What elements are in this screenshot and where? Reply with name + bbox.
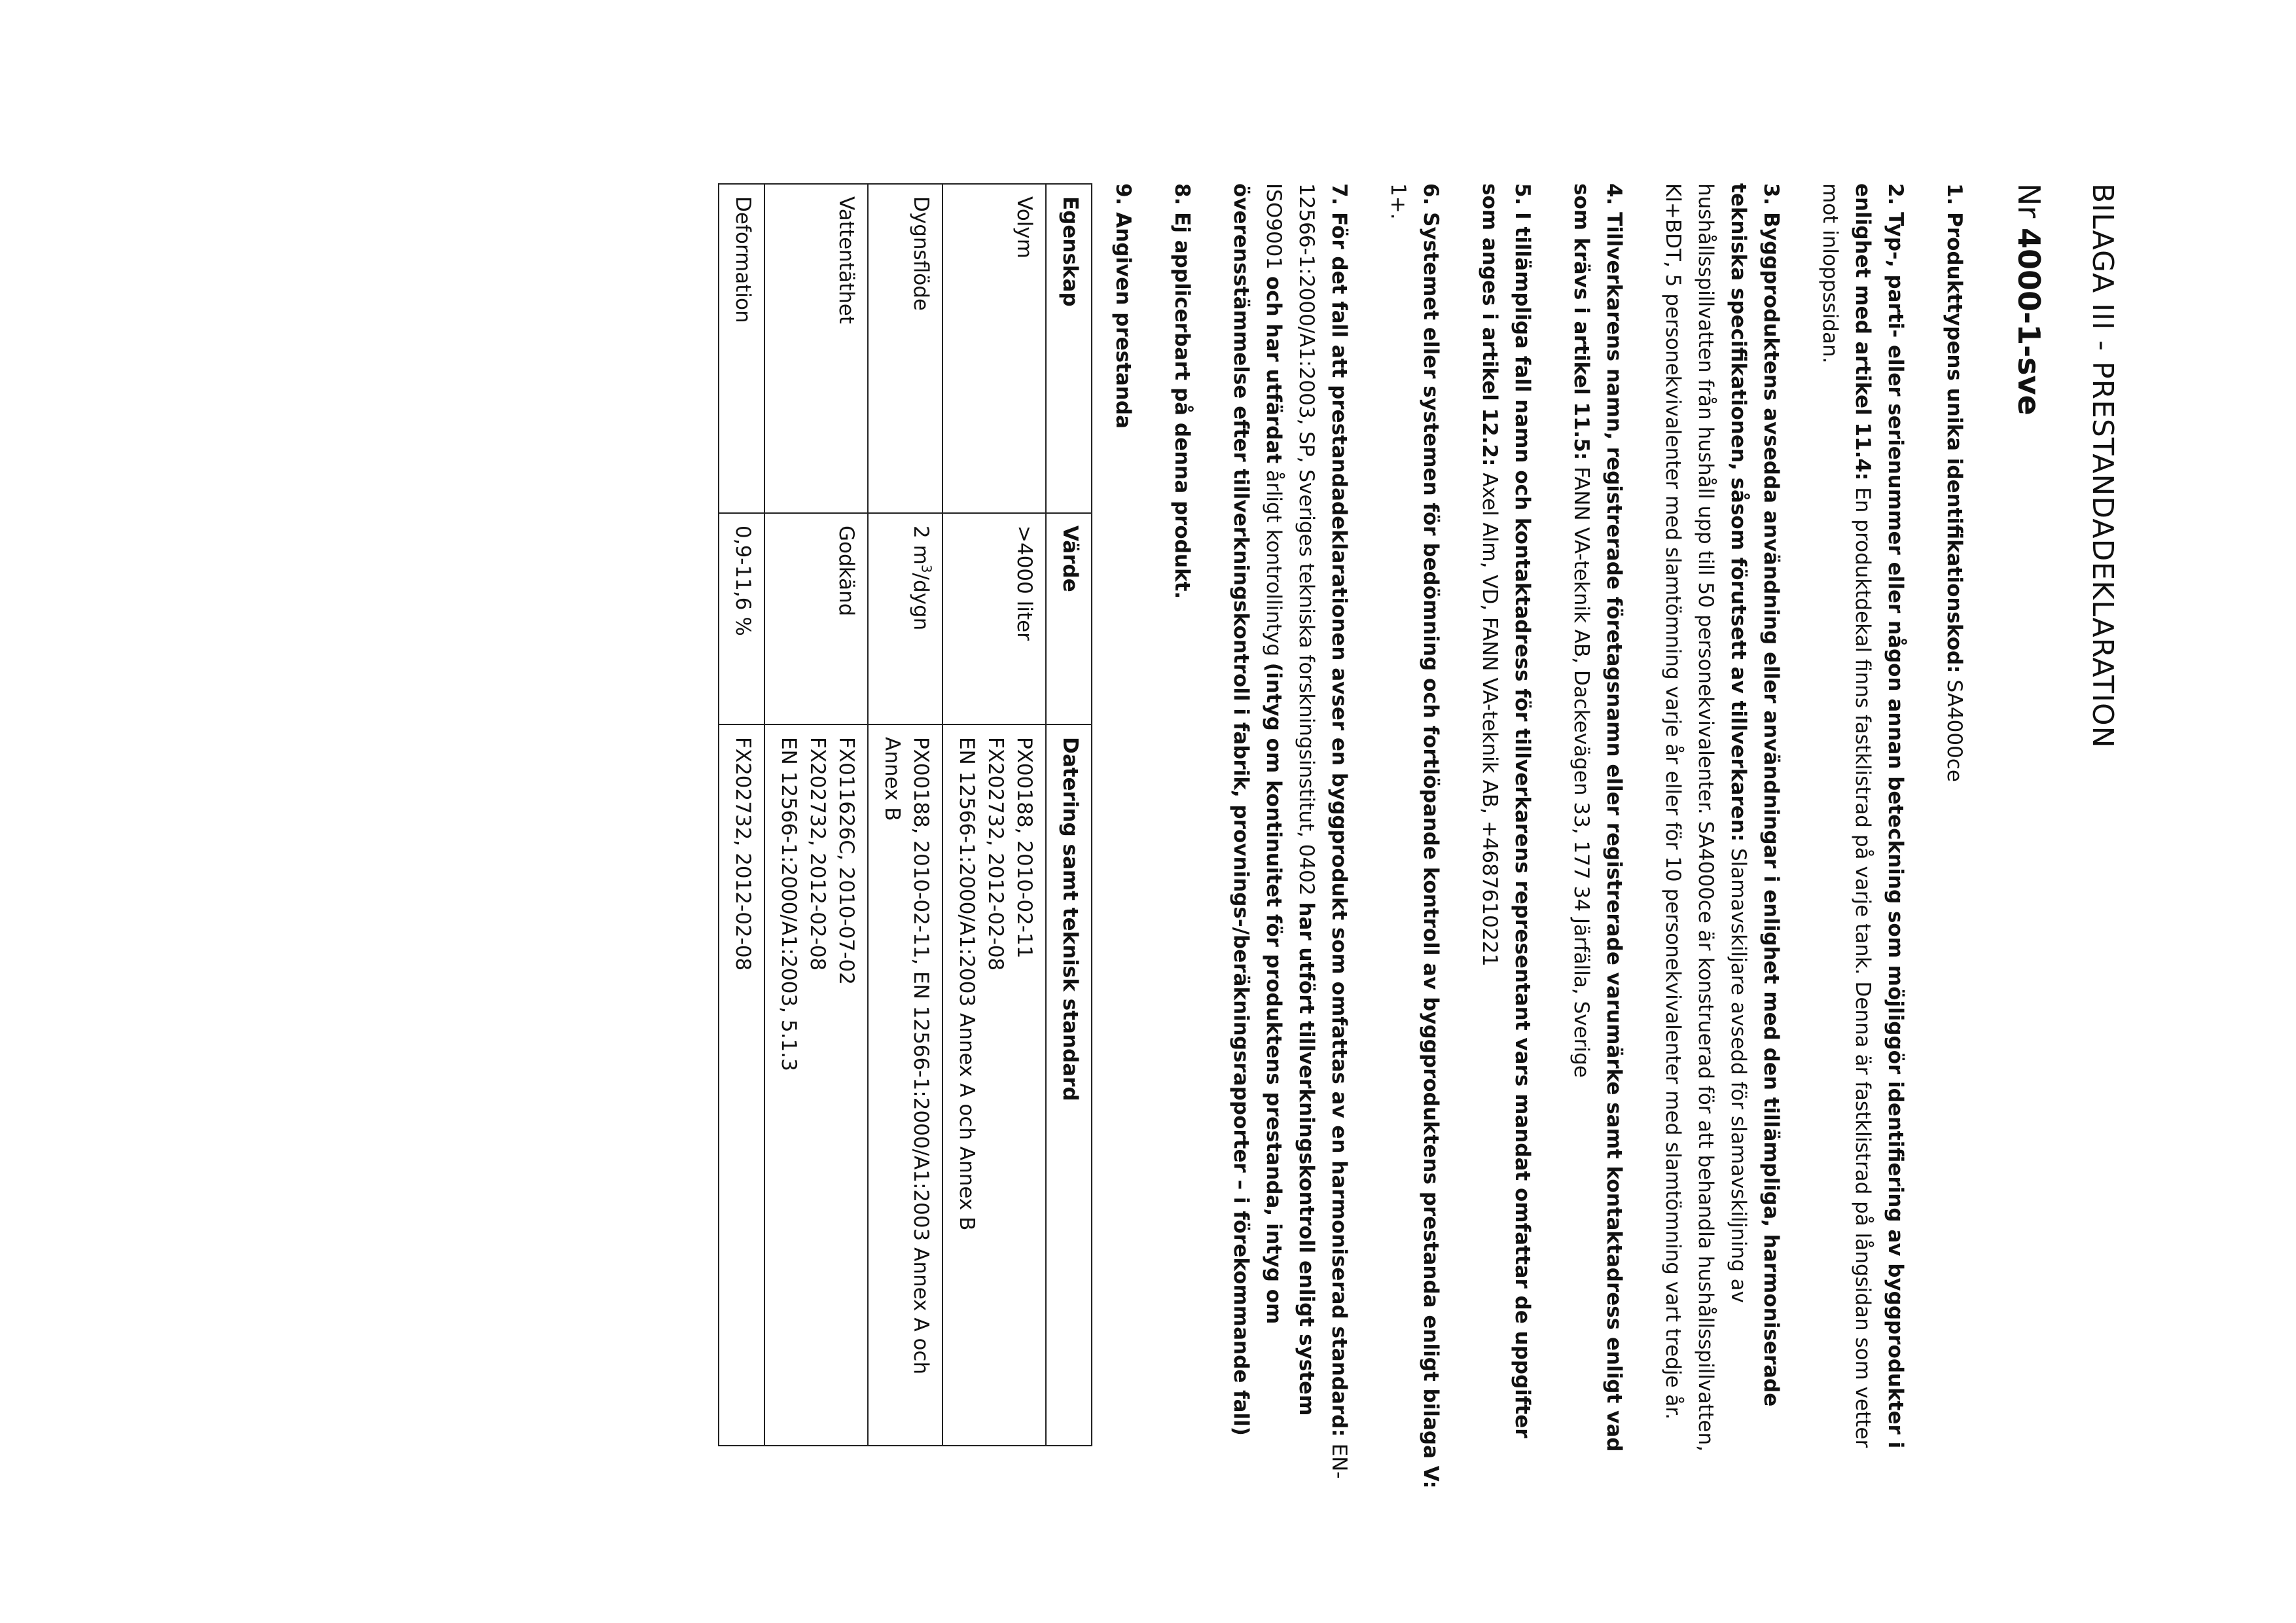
cell-value: Godkänd: [764, 513, 868, 724]
cell-value: 0,9-11,6 %: [719, 513, 764, 724]
table-header-row: [1046, 184, 1092, 1446]
section-1-text: SA4000ce: [1943, 679, 1966, 782]
section-7: [1225, 183, 1355, 1492]
section-7-certificate-text: årligt kontrollintyg: [1262, 469, 1285, 656]
header-property: Egenskap: [1046, 184, 1092, 513]
section-1: [1938, 183, 1971, 1492]
section-2-heading: 2. Typ-, parti- eller serienummer eller någon annan beteckning som möjliggör identifiering av byggprodukter i enlighet med artikel 11.4:: [1851, 183, 1907, 1449]
table-row: [719, 184, 764, 1446]
section-9-heading: 9. Angiven prestanda: [1111, 183, 1135, 429]
section-5-heading: 5. I tillämpliga fall namn och kontaktadress för tillverkarens representant vars mandat omfattar de uppgifter som anges i artikel 12.2:: [1478, 183, 1534, 1438]
section-6: [1382, 183, 1447, 1492]
value-main: 2 m: [909, 526, 933, 565]
performance-table: [718, 183, 1092, 1446]
section-3-heading: 3. Byggproduktens avsedda användning eller användningar i enlighet med den tillämpliga, harmoniserade tekniska specifikationen, såsom förutsett av tillverkaren:: [1727, 183, 1783, 1407]
cell-value: [868, 513, 942, 724]
section-2-text: En produktdekal finns fastklistrad på varje tank. Denna är fastklistrad på långsidan som vetter mot inloppssidan.: [1818, 183, 1874, 1448]
section-6-heading: 6. Systemet eller systemen för bedömning och fortlöpande kontroll av byggproduktens prestanda enligt bilaga V:: [1419, 183, 1443, 1489]
reference-line: FX011626C, 2010-07-02: [834, 737, 858, 985]
section-3-text: Slamavskiljare avsedd för slamavskiljning av hushållsspillvatten från hushåll upp till 50 personekvivalenter. SA4000ce är konstruerad för att behandla hushållsspillvatten, Kl+BDT, 5 personekvivalenter med slamtömning varje år eller för 10 personekvivalenter med slamtömning vart tredje år.: [1661, 183, 1750, 1452]
section-4: [1565, 183, 1630, 1492]
section-7-strong-text-3: (intyg om kontinuitet för produktens prestanda, intyg om överensstämmelse efter tillverkningskontroll i fabrik, provnings-/beräkningsrapporter – i förekommande fall): [1229, 183, 1285, 1436]
declaration-number: [2011, 183, 2047, 1492]
section-7-strong-text-1: har utfört tillverkningskontroll enligt system: [1295, 902, 1318, 1416]
section-8-heading: 8. Ej applicerbart på denna produkt.: [1170, 183, 1194, 599]
cell-standard: [719, 724, 764, 1446]
section-7-system-text: ISO9001: [1262, 183, 1285, 270]
cell-standard: [764, 724, 868, 1446]
section-5-text: Axel Alm, VD, FANN VA-teknik AB, +4687610221: [1478, 473, 1501, 967]
reference-line: PX00188, 2010-02-11, EN 12566-1:2000/A1:2003 Annex A och Annex B: [880, 737, 933, 1375]
section-2: [1814, 183, 1912, 1492]
header-standard: Datering samt teknisk standard: [1046, 724, 1092, 1446]
cell-property: Volym: [942, 184, 1046, 513]
declaration-number-prefix: Nr: [2011, 183, 2047, 219]
section-9: [1107, 183, 1139, 1492]
value-superscript: 3: [918, 564, 935, 573]
section-8: [1166, 183, 1198, 1492]
section-1-heading: 1. Produkttypens unika identifikationskod:: [1943, 183, 1966, 673]
table-row: [942, 184, 1046, 1446]
reference-line: EN 12566-1:2000/A1:2003, 5.1.3: [777, 737, 800, 1071]
reference-line: PX00188, 2010-02-11: [1013, 737, 1036, 959]
section-7-heading: 7. För det fall att prestandadeklarationen avser en byggprodukt som omfattas av en harmoniserad standard:: [1327, 183, 1351, 1437]
document-title: BILAGA III - PRESTANDADEKLARATION: [2086, 183, 2119, 749]
cell-property: Deformation: [719, 184, 764, 513]
table-row: [764, 184, 868, 1446]
section-5: [1473, 183, 1539, 1492]
header-value: Värde: [1046, 513, 1092, 724]
cell-property: Dygnsflöde: [868, 184, 942, 513]
section-7-strong-text-2: och har utfärdat: [1262, 276, 1285, 464]
section-6-text: 1+.: [1386, 183, 1410, 220]
value-unit-tail: /dygn: [909, 573, 933, 631]
section-7-standard-text: EN-12566-1:2000/A1:2003, SP, Sveriges tekniska forskningsinstitut, 0402: [1295, 183, 1351, 1479]
section-3: [1657, 183, 1787, 1492]
cell-value: >4000 liter: [942, 513, 1046, 724]
reference-line: FX202732, 2012-02-08: [731, 737, 755, 971]
cell-standard: [868, 724, 942, 1446]
cell-standard: [942, 724, 1046, 1446]
reference-line: FX202732, 2012-02-08: [806, 737, 829, 971]
table-row: [868, 184, 942, 1446]
cell-property: Vattentäthet: [764, 184, 868, 513]
reference-line: FX202732, 2012-02-08: [984, 737, 1007, 971]
declaration-number-value: 4000-1-sve: [2011, 227, 2047, 416]
reference-line: EN 12566-1:2000/A1:2003 Annex A och Annex B: [955, 737, 978, 1231]
section-4-text: FANN VA-teknik AB, Dackevägen 33, 177 34 Järfälla, Sverige: [1570, 467, 1593, 1078]
section-4-heading: 4. Tillverkarens namn, registrerade företagsnamn eller registrerade varumärke samt kontaktadress enligt vad som krävs i artikel 11.5:: [1570, 183, 1626, 1452]
